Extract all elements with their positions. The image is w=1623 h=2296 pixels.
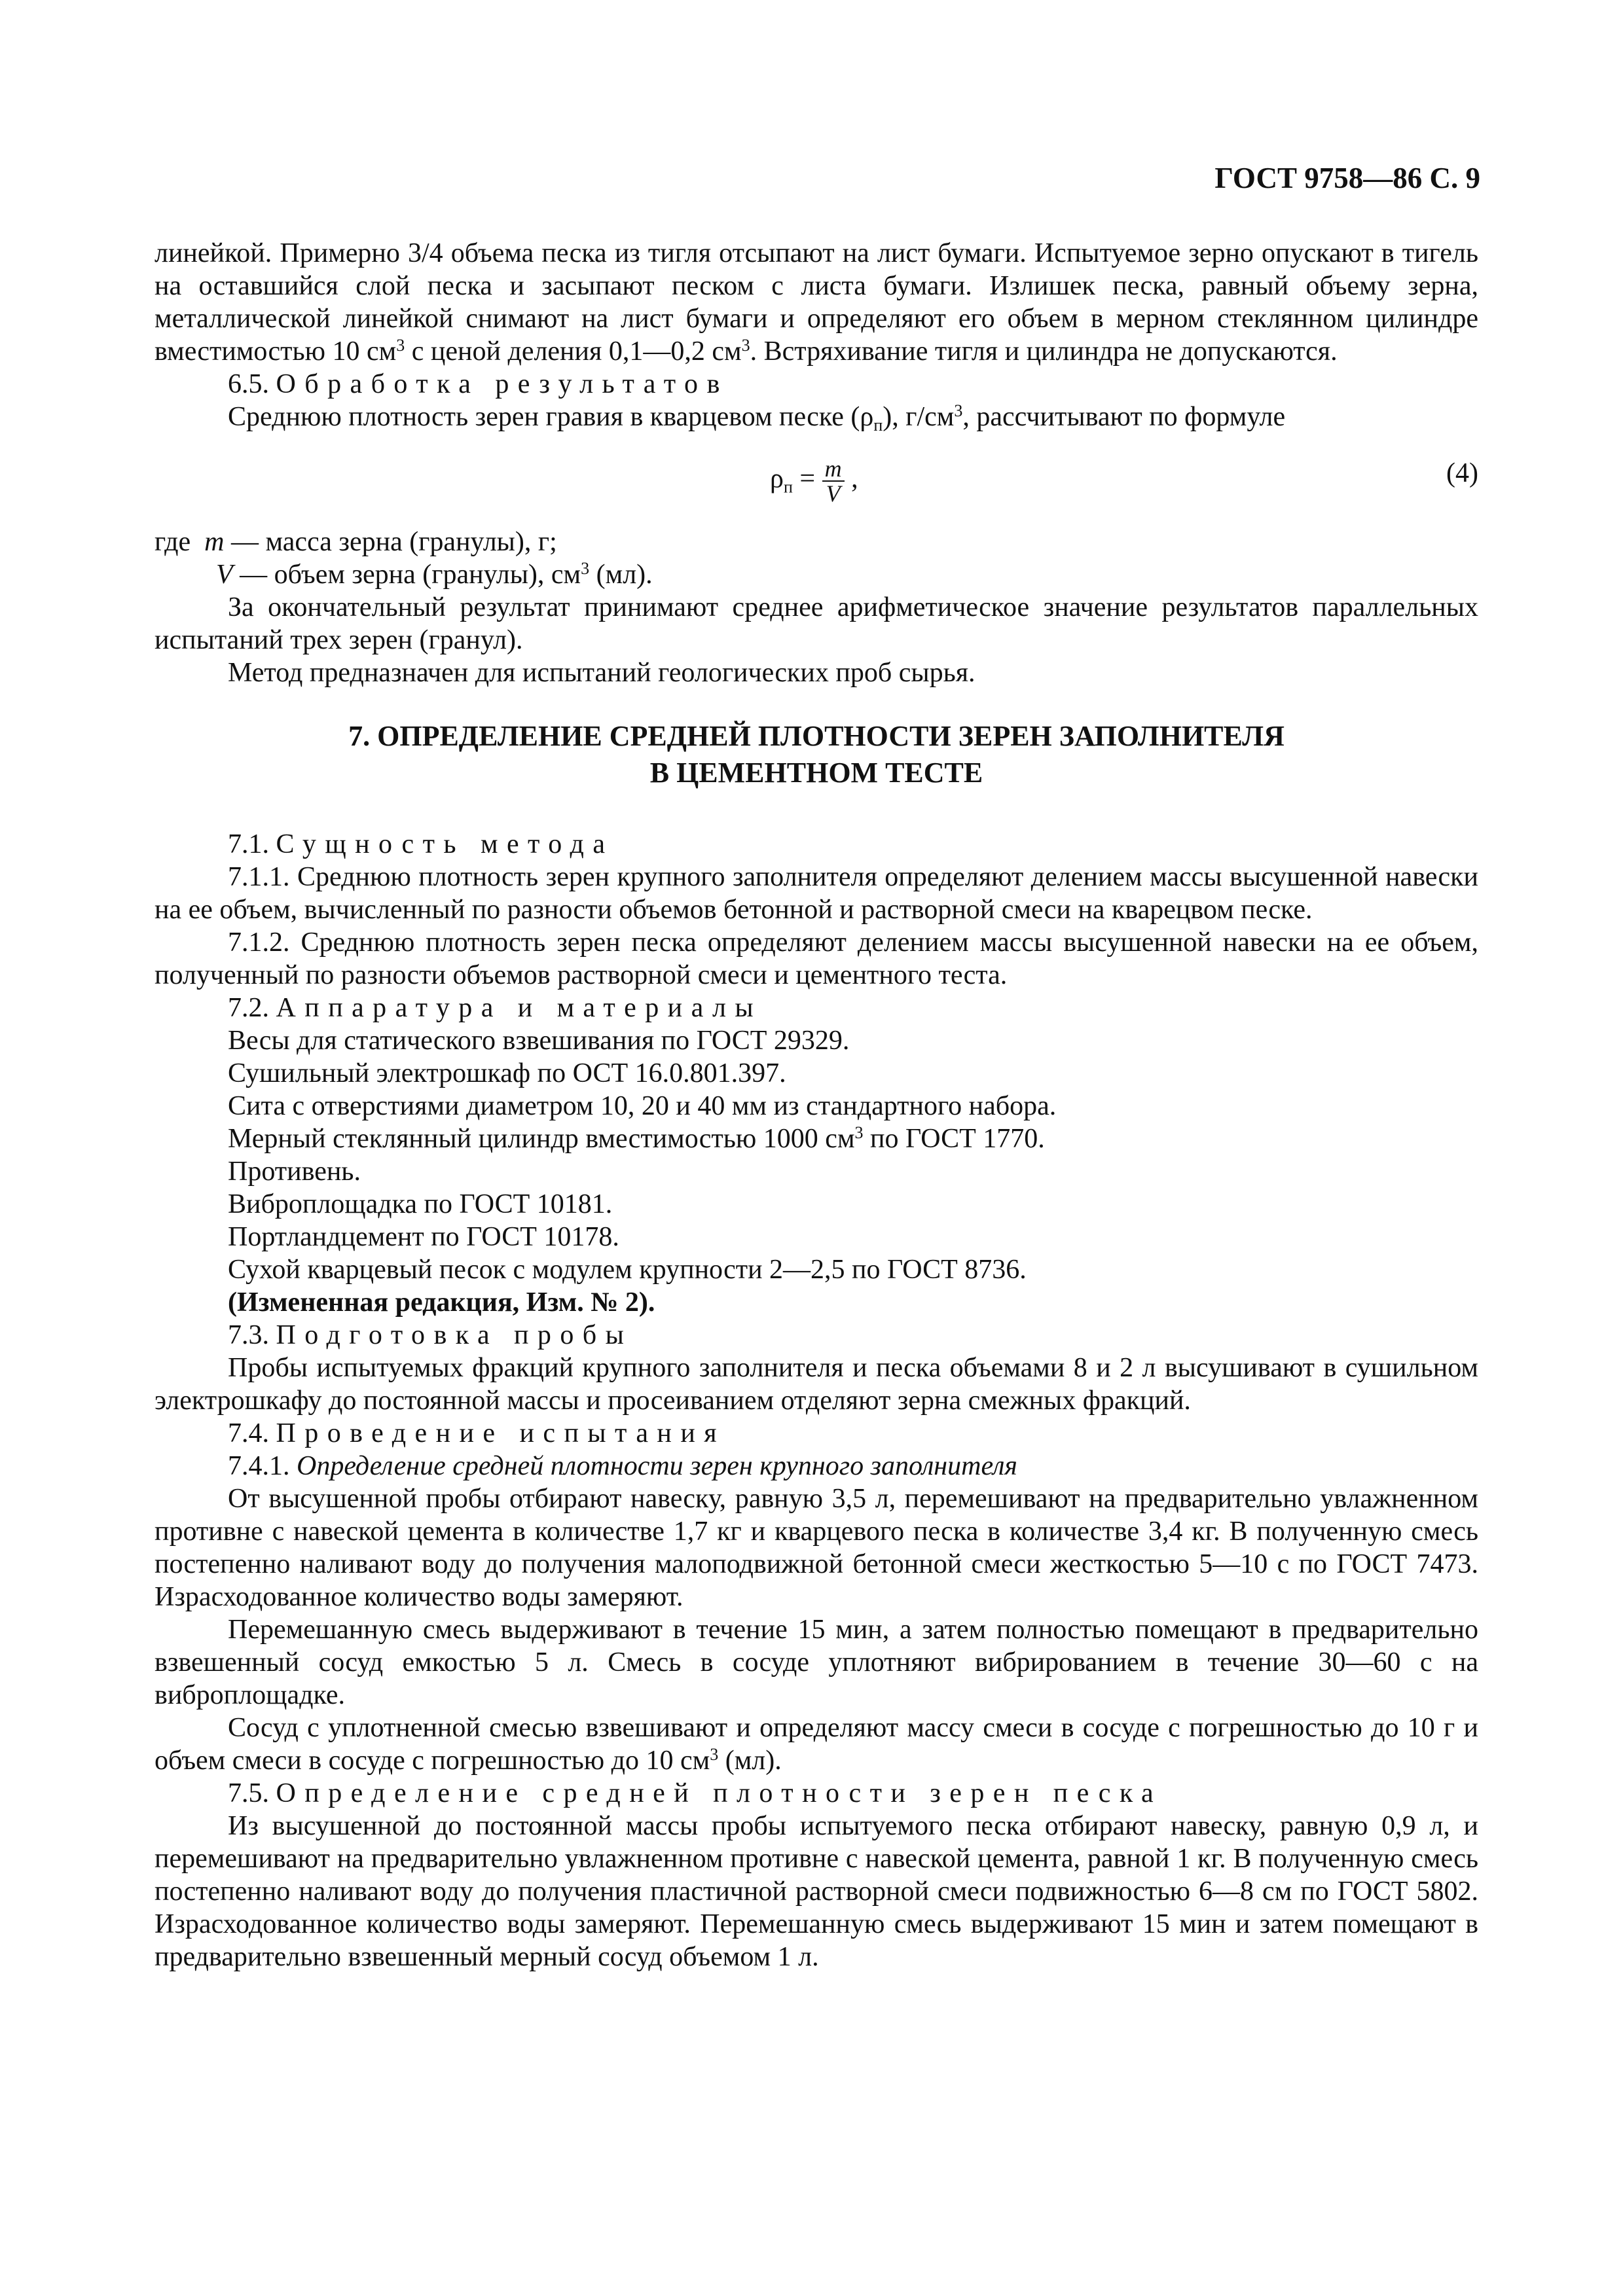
- page-header: ГОСТ 9758—86 С. 9: [1214, 162, 1480, 194]
- formula-4: [155, 450, 1478, 512]
- list-item: Виброплощадка по ГОСТ 10181.: [228, 1189, 613, 1219]
- heading-7-1: 7.1. Сущность метода: [228, 829, 614, 859]
- document-body: [155, 237, 1478, 1973]
- paragraph-final-2: Метод предназначен для испытаний геологических проб сырья.: [228, 658, 976, 688]
- paragraph-7-4-1-c: Сосуд с уплотненной смесью взвешивают и определяют массу смеси в сосуде с погрешностью до 10 г и объем смеси в сосуде с погрешностью до 10 $см^3$ (мл).: [155, 1713, 1478, 1776]
- heading-7-5: 7.5. Определение средней плотности зерен песка: [228, 1778, 1163, 1808]
- paragraph-final-1: За окончательный результат принимают среднее арифметическое значение результатов параллельных испытаний трех зерен (гранул).: [155, 592, 1478, 655]
- paragraph-7-3: Пробы испытуемых фракций крупного заполнителя и песка объемами 8 и 2 л высушивают в сушильном электрошкафу до постоянной массы и просеиванием отделяют зерна смежных фракций.: [155, 1353, 1478, 1416]
- list-item: Противень.: [228, 1157, 361, 1187]
- list-item-cylinder: Мерный стеклянный цилиндр вместимостью 1000 $см^3$ по ГОСТ 1770.: [228, 1123, 1045, 1154]
- paragraph-7-5: Из высушенной до постоянной массы пробы испытуемого песка отбирают навеску, равную 0,9 л, и перемешивают на предварительно увлажненном противне с навеской цемента, равной 1 кг. В полученную смесь постепенно наливают воду до получения пластичной растворной смеси подвижностью 6—8 см по ГОСТ 5802. Израсходованное количество воды замеряют. Перемешанную смесь выдерживают 15 мин и затем помещают в предварительно взвешенный мерный сосуд объемом 1 л.: [155, 1811, 1478, 1972]
- heading-6-5: 6.5. Обработка результатов: [228, 369, 729, 399]
- paragraph-7-4-1-b: Перемешанную смесь выдерживают в течение 15 мин, а затем полностью помещают в предварительно взвешенный сосуд емкостью 5 л. Смесь в сосуде уплотняют вибрированием в течение 30—60 с на виброплощадке.: [155, 1615, 1478, 1710]
- heading-7-3: 7.3. Подготовка пробы: [228, 1320, 633, 1350]
- list-item: Весы для статического взвешивания по ГОСТ 29329.: [228, 1026, 850, 1056]
- formula-number: (4): [1446, 458, 1478, 488]
- heading-7-2: 7.2. Аппаратура и материалы: [228, 993, 763, 1023]
- formula-body: $\rho_п$ = $\frac{m}{V}$ ,: [770, 456, 858, 507]
- definition-v: V — объем зерна (гранулы), $см^3$ (мл).: [216, 559, 653, 590]
- list-item: Сухой кварцевый песок с модулем крупности 2—2,5 по ГОСТ 8736.: [228, 1255, 1027, 1285]
- list-item: Портландцемент по ГОСТ 10178.: [228, 1222, 619, 1252]
- list-item: Сушильный электрошкаф по ОСТ 16.0.801.397.: [228, 1058, 786, 1088]
- paragraph-6-5: Среднюю плотность зерен гравия в кварцевом песке $(\rho_п)$, $г/см^3$, рассчитывают по формуле: [228, 401, 1286, 435]
- list-item: Сита с отверстиями диаметром 10, 20 и 40 мм из стандартного набора.: [228, 1091, 1057, 1121]
- paragraph-7-1-1: 7.1.1. Среднюю плотность зерен крупного заполнителя определяют делением массы высушенной навески на ее объем, вычисленный по разности объемов бетонной и растворной смеси на кварецвом песке.: [155, 862, 1478, 925]
- paragraph-7-1-2: 7.1.2. Среднюю плотность зерен песка определяют делением массы высушенной навески на ее объем, полученный по разности объемов растворной смеси и цементного теста.: [155, 927, 1478, 990]
- paragraph-7-4-1-a: От высушенной пробы отбирают навеску, равную 3,5 л, перемешивают на предварительно увлажненном противне с навеской цемента в количестве 1,7 кг и кварцевого песка в количестве 3,4 кг. В полученную смесь постепенно наливают воду до получения малоподвижной бетонной смеси жесткостью 5—10 с по ГОСТ 7473. Израсходованное количество воды замеряют.: [155, 1484, 1478, 1612]
- amendment-note: (Измененная редакция, Изм. № 2).: [228, 1287, 655, 1318]
- paragraph-intro: линейкой. Примерно 3/4 объема песка из тигля отсыпают на лист бумаги. Испытуемое зерно опускают в тигель на оставшийся слой песка и засыпают песком с листа бумаги. Излишек песка, равный объему зерна, металлической линейкой снимают на лист бумаги и определяют его объем в мерном стеклянном цилиндре вместимостью 10 $см^3$ с ценой деления 0,1—0,2 $см^3$. Встряхивание тигля и цилиндра не допускаются.: [155, 238, 1478, 367]
- definition-m: где m — масса зерна (гранулы), г;: [155, 527, 557, 557]
- section-7-title: 7. ОПРЕДЕЛЕНИЕ СРЕДНЕЙ ПЛОТНОСТИ ЗЕРЕН ЗАПОЛНИТЕЛЯ В ЦЕМЕНТНОМ ТЕСТЕ: [348, 720, 1285, 789]
- formula-definitions: [155, 526, 1478, 591]
- formula-fraction: $\frac{m}{V}$: [822, 457, 845, 505]
- heading-7-4-1: 7.4.1. Определение средней плотности зерен крупного заполнителя: [228, 1451, 1017, 1481]
- heading-7-4: 7.4. Проведение испытания: [228, 1418, 726, 1448]
